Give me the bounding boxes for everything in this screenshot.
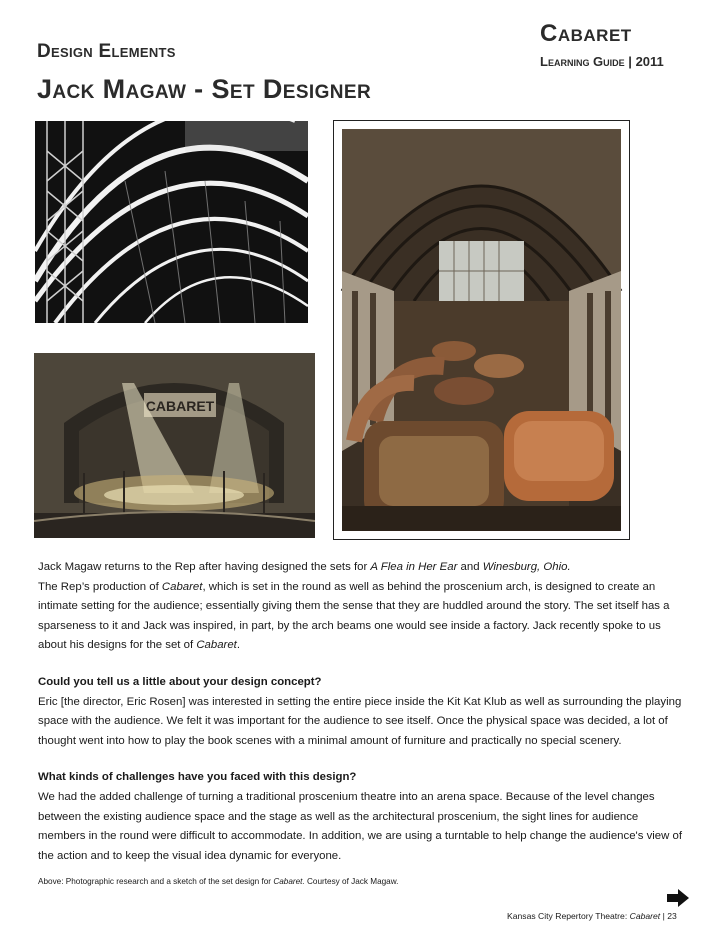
intro-text: and [457, 561, 483, 573]
intro-text: . [236, 639, 241, 652]
guide-label: Learning Guide [540, 54, 625, 69]
show-name: A Flea in Her Ear [370, 561, 458, 573]
show-name: Winesburg, Ohio. [482, 561, 571, 573]
caption-text: Above: Photographic research and a sketch of the set design for [38, 877, 274, 886]
intro-paragraph [38, 558, 688, 656]
show-title: Cabaret [540, 20, 632, 47]
answer: We had the added challenge of turning a traditional proscenium theatre into an arena space. Because of the level changes between the existing audience space and the stage as well as the architectural proscenium, the sight lines for audience members in the round were difficult to accommodate. In addition, we are using a turntable to help change the audience's view of the action and to keep the visual idea dynamic for everyone. [38, 790, 683, 862]
header-separator: | [628, 54, 632, 69]
sketch-sign-text: CABARET [145, 398, 215, 414]
section-title: Design Elements [37, 41, 176, 62]
image-caption [38, 877, 398, 886]
footer-text: Kansas City Repertory Theatre: [507, 911, 630, 921]
intro-text: The Rep’s production of [38, 580, 162, 593]
arch-beams-photo [35, 121, 308, 323]
header-block [540, 20, 664, 69]
show-name: Cabaret [196, 639, 237, 652]
set-sketch-image [34, 353, 315, 538]
question: Could you tell us a little about your design concept? [38, 675, 322, 688]
caption-show: Cabaret. [273, 877, 305, 886]
answer: Eric [the director, Eric Rosen] was interested in setting the entire piece inside the Kit Kat Klub as well as surrounding the playing space with the audience. We felt it was important for the audience to see itself. Once the physical space was decided, a lot of thought went into how to play the book scenes with a minimal amount of furniture and practically no special scenery. [38, 695, 682, 747]
page-number: | 23 [660, 911, 677, 921]
page-title: Jack Magaw - Set Designer [37, 74, 372, 104]
qa-block [38, 673, 688, 751]
caption-text: Courtesy of Jack Magaw. [304, 877, 399, 886]
intro-text: Jack Magaw returns to the Rep after having designed the sets for [38, 561, 371, 573]
question: What kinds of challenges have you faced with this design? [38, 771, 357, 784]
qa-block [38, 768, 688, 866]
footer-show: Cabaret [629, 911, 661, 921]
page-footer [507, 911, 677, 921]
article-body [38, 558, 688, 883]
show-name: Cabaret [161, 580, 203, 593]
factory-hall-photo [333, 120, 630, 540]
right-arrow-icon[interactable] [666, 888, 690, 908]
guide-label-line [540, 54, 664, 69]
intro-text: , which is set in the round as well as behind the proscenium arch, is designed to create an intimate setting for the audience; essentially giving them the sense that they are huddled around the story. The set itself has a sparseness to it and Jack was inspired, in part, by the arch beams one would see inside a factory. Jack recently spoke to us about his designs for the set of [38, 580, 670, 652]
guide-year: 2011 [635, 54, 664, 69]
